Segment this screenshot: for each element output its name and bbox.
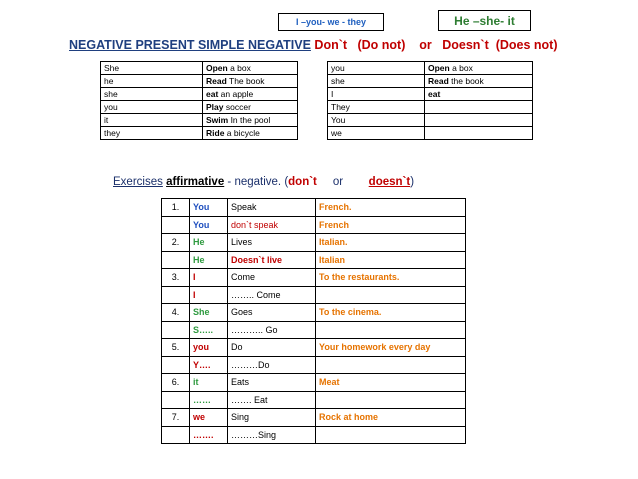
exercise-number: 5. xyxy=(162,339,190,357)
sentence-cell xyxy=(425,114,533,127)
title-dont: Don`t xyxy=(314,38,348,52)
table-row xyxy=(101,75,298,88)
pronoun-group-third-person-box: He –she- it xyxy=(438,10,531,31)
sentence-cell xyxy=(425,62,533,75)
table-row xyxy=(162,356,466,374)
sentence-cell xyxy=(203,62,298,75)
exercise-verb: ……. Eat xyxy=(228,391,316,409)
exercise-object xyxy=(316,356,466,374)
exercise-verb: ………Do xyxy=(228,356,316,374)
verb-text: Play xyxy=(206,102,224,112)
title-or: or xyxy=(419,38,432,52)
exercise-subject: ……. xyxy=(190,426,228,444)
exercise-table xyxy=(161,198,466,444)
verb-text: Open xyxy=(206,63,228,73)
exercises-close: ) xyxy=(410,176,415,188)
subject-cell: she xyxy=(328,75,425,88)
subject-cell: it xyxy=(101,114,203,127)
exercise-subject: She xyxy=(190,304,228,322)
table-row xyxy=(101,88,298,101)
exercise-subject: You xyxy=(190,199,228,217)
exercises-doesnt: doesn`t xyxy=(368,176,411,188)
exercise-object: French xyxy=(316,216,466,234)
table-row xyxy=(101,114,298,127)
title-does-not: (Does not) xyxy=(495,38,558,52)
verb-text: Ride xyxy=(206,128,225,138)
title-doesnt: Doesn`t xyxy=(442,38,489,52)
rest-text: a bicycle xyxy=(224,128,260,138)
sentence-cell xyxy=(425,75,533,88)
table-row xyxy=(162,286,466,304)
table-row xyxy=(162,216,466,234)
exercise-verb: Do xyxy=(228,339,316,357)
exercise-object: To the restaurants. xyxy=(316,269,466,287)
table-row xyxy=(328,127,533,140)
exercise-subject: we xyxy=(190,409,228,427)
exercises-heading xyxy=(113,176,414,188)
exercises-label: Exercises xyxy=(113,176,163,188)
sentence-cell xyxy=(203,88,298,101)
exercise-number xyxy=(162,321,190,339)
exercise-object: To the cinema. xyxy=(316,304,466,322)
subject-cell: I xyxy=(328,88,425,101)
exercise-number xyxy=(162,286,190,304)
rest-text: a box xyxy=(449,63,473,73)
table-row xyxy=(162,391,466,409)
exercise-object xyxy=(316,321,466,339)
table-row xyxy=(101,101,298,114)
exercise-object: Italian. xyxy=(316,234,466,252)
table-row xyxy=(162,321,466,339)
table-row xyxy=(328,114,533,127)
exercise-verb: ………Sing xyxy=(228,426,316,444)
exercise-object xyxy=(316,426,466,444)
table-row xyxy=(162,234,466,252)
rest-text: In the pool xyxy=(228,115,271,125)
exercise-subject: …… xyxy=(190,391,228,409)
exercise-verb: Doesn`t live xyxy=(228,251,316,269)
table-row xyxy=(101,62,298,75)
subject-cell: She xyxy=(101,62,203,75)
table-row xyxy=(328,101,533,114)
verb-text: Swim xyxy=(206,115,229,125)
sentence-cell xyxy=(425,101,533,114)
exercise-subject: He xyxy=(190,234,228,252)
sentence-cell xyxy=(203,127,298,140)
table-row xyxy=(162,426,466,444)
verb-text: Read xyxy=(206,76,227,86)
exercise-verb: Lives xyxy=(228,234,316,252)
pronoun-group-plural-box: I –you- we - they xyxy=(278,13,384,31)
left-sentence-table xyxy=(100,61,298,140)
exercise-verb: don`t speak xyxy=(228,216,316,234)
sentence-cell xyxy=(203,101,298,114)
exercise-subject: you xyxy=(190,339,228,357)
rest-text: an apple xyxy=(218,89,254,99)
exercise-subject: Y…. xyxy=(190,356,228,374)
rest-text: a box xyxy=(227,63,251,73)
exercise-object: Your homework every day xyxy=(316,339,466,357)
exercise-subject: I xyxy=(190,286,228,304)
exercise-number: 6. xyxy=(162,374,190,392)
right-sentence-table xyxy=(327,61,533,140)
exercises-or: or xyxy=(332,176,344,188)
exercise-subject: S….. xyxy=(190,321,228,339)
subject-cell: you xyxy=(328,62,425,75)
exercise-object: French. xyxy=(316,199,466,217)
exercise-number xyxy=(162,391,190,409)
sentence-cell xyxy=(203,114,298,127)
table-row xyxy=(328,62,533,75)
exercise-object xyxy=(316,391,466,409)
exercise-verb: Goes xyxy=(228,304,316,322)
exercise-number: 2. xyxy=(162,234,190,252)
exercise-number xyxy=(162,216,190,234)
exercise-verb: Eats xyxy=(228,374,316,392)
title-text: NEGATIVE PRESENT SIMPLE NEGATIVE xyxy=(69,38,311,52)
title-do-not: (Do not) xyxy=(357,38,406,52)
subject-cell: You xyxy=(328,114,425,127)
exercise-object: Italian xyxy=(316,251,466,269)
exercise-number xyxy=(162,356,190,374)
verb-text: Open xyxy=(428,63,450,73)
verb-text: eat xyxy=(206,89,219,99)
sentence-cell xyxy=(203,75,298,88)
rest-text: soccer xyxy=(223,102,251,112)
subject-cell: you xyxy=(101,101,203,114)
exercises-affirmative: affirmative xyxy=(166,176,225,188)
table-row xyxy=(162,199,466,217)
exercises-negative: - negative. ( xyxy=(224,176,289,188)
exercise-verb: Sing xyxy=(228,409,316,427)
verb-text: Read xyxy=(428,76,449,86)
table-row xyxy=(162,251,466,269)
subject-cell: he xyxy=(101,75,203,88)
exercise-subject: You xyxy=(190,216,228,234)
exercise-verb: Speak xyxy=(228,199,316,217)
exercise-verb: ……….. Go xyxy=(228,321,316,339)
table-row xyxy=(162,304,466,322)
exercise-verb: …….. Come xyxy=(228,286,316,304)
subject-cell: they xyxy=(101,127,203,140)
exercise-number xyxy=(162,251,190,269)
exercise-number xyxy=(162,426,190,444)
exercise-subject: I xyxy=(190,269,228,287)
exercise-subject: it xyxy=(190,374,228,392)
exercise-verb: Come xyxy=(228,269,316,287)
exercise-object: Rock at home xyxy=(316,409,466,427)
table-row xyxy=(162,374,466,392)
exercise-subject: He xyxy=(190,251,228,269)
table-row xyxy=(101,127,298,140)
exercise-object xyxy=(316,286,466,304)
exercise-object: Meat xyxy=(316,374,466,392)
table-row xyxy=(162,339,466,357)
page-title xyxy=(69,38,558,52)
exercise-number: 7. xyxy=(162,409,190,427)
verb-text: eat xyxy=(428,89,441,99)
exercise-number: 3. xyxy=(162,269,190,287)
table-row xyxy=(162,269,466,287)
subject-cell: we xyxy=(328,127,425,140)
rest-text: the book xyxy=(448,76,484,86)
table-row xyxy=(328,88,533,101)
rest-text: The book xyxy=(226,76,265,86)
subject-cell: They xyxy=(328,101,425,114)
subject-cell: she xyxy=(101,88,203,101)
exercises-dont: don`t xyxy=(288,176,317,188)
sentence-cell xyxy=(425,88,533,101)
exercise-number: 4. xyxy=(162,304,190,322)
table-row xyxy=(162,409,466,427)
exercise-number: 1. xyxy=(162,199,190,217)
sentence-cell xyxy=(425,127,533,140)
table-row xyxy=(328,75,533,88)
